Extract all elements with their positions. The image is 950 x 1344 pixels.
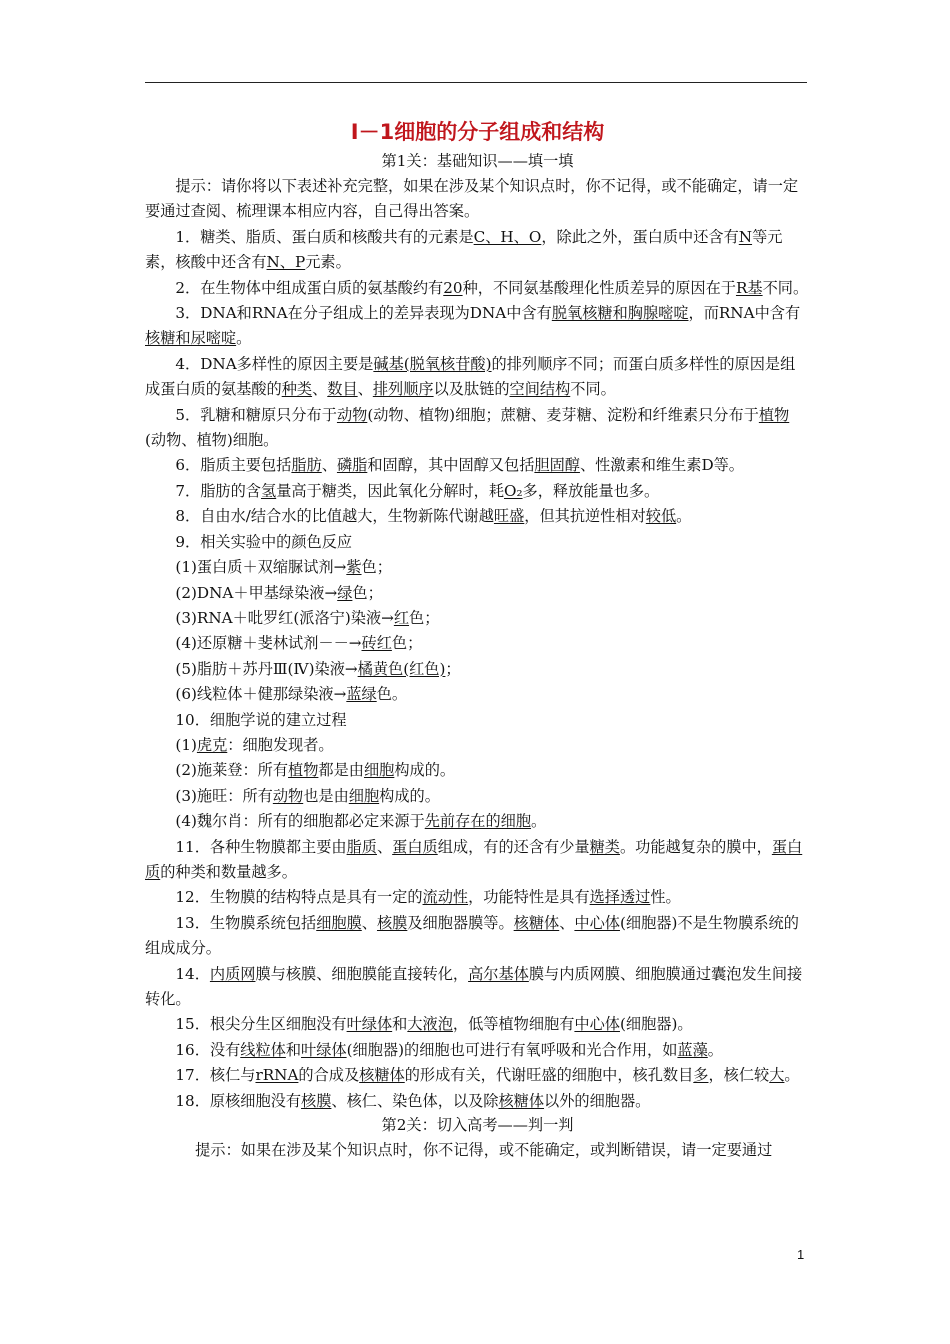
sub-item bbox=[145, 758, 810, 783]
question-list bbox=[145, 225, 810, 1114]
question-text: (4)还原糖＋斐林试剂－－→ bbox=[175, 634, 362, 653]
question-text: (3)RNA＋吡罗红(派洛宁)染液→ bbox=[175, 608, 394, 627]
page-title: Ⅰ－1细胞的分子组成和结构 bbox=[350, 120, 605, 144]
answer-blank: 多 bbox=[693, 1066, 709, 1085]
answer-blank: 脂质 bbox=[346, 837, 377, 856]
question-text: 7．脂肪的含 bbox=[175, 481, 261, 500]
header-rule bbox=[145, 82, 807, 83]
question-item bbox=[145, 504, 810, 529]
question-text: 的种类和数量越多。 bbox=[160, 862, 297, 881]
question-text: 和固醇，其中固醇又包括 bbox=[367, 456, 535, 475]
answer-blank: 核糖体 bbox=[359, 1066, 405, 1085]
question-text: ，但其抗逆性相对 bbox=[524, 507, 646, 526]
question-text: 、 bbox=[357, 380, 373, 399]
question-text: (2)DNA＋甲基绿染液→ bbox=[175, 583, 338, 602]
answer-blank: N、P bbox=[266, 253, 306, 272]
answer-blank: 线粒体 bbox=[240, 1040, 286, 1059]
answer-blank: 蛋白质 bbox=[145, 837, 803, 881]
sub-item bbox=[145, 606, 810, 631]
section-heading-2: 第2关：切入高考——判一判 bbox=[381, 1116, 574, 1135]
question-text: 11．各种生物膜都主要由 bbox=[175, 837, 347, 856]
question-text: 。 bbox=[784, 1066, 800, 1085]
answer-blank: 核膜 bbox=[301, 1091, 332, 1110]
question-text: 15．根尖分生区细胞没有 bbox=[175, 1015, 347, 1034]
answer-blank: O₂ bbox=[504, 481, 523, 500]
question-text: 色； bbox=[361, 558, 392, 577]
answer-blank: 蓝藻 bbox=[677, 1040, 708, 1059]
answer-blank: 绿 bbox=[337, 583, 353, 602]
question-text: 组成，有的还含有少量 bbox=[437, 837, 590, 856]
question-text: 多，释放能量也多。 bbox=[522, 481, 660, 500]
page-number: 1 bbox=[797, 1247, 805, 1262]
question-item bbox=[145, 1012, 810, 1037]
hint-paragraph-2: 提示：如果在涉及某个知识点时，你不记得，或不能确定，或判断错误，请一定要通过 bbox=[195, 1141, 773, 1160]
sub-item bbox=[145, 581, 810, 606]
question-text: 也是由 bbox=[303, 786, 349, 805]
question-text: (1) bbox=[175, 735, 197, 754]
answer-blank: 细胞 bbox=[363, 761, 395, 780]
answer-blank: 内质网 bbox=[209, 964, 256, 983]
answer-blank: rRNA bbox=[255, 1066, 299, 1085]
question-item bbox=[145, 301, 810, 352]
answer-blank: 动物 bbox=[272, 786, 304, 805]
sub-item bbox=[145, 784, 810, 809]
answer-blank: 中心体 bbox=[574, 1015, 620, 1034]
question-text: 性。 bbox=[650, 888, 681, 907]
question-text: (4)魏尔肖：所有的细胞都必定来源于 bbox=[175, 812, 425, 831]
answer-blank: 中心体 bbox=[574, 913, 620, 932]
question-item bbox=[145, 453, 810, 478]
question-text: 2．在生物体中组成蛋白质的氨基酸约有 bbox=[175, 278, 444, 297]
answer-blank: 大 bbox=[769, 1066, 785, 1085]
answer-blank: 叶绿体 bbox=[346, 1015, 393, 1034]
question-text: 膜与内质网膜、细胞膜通过囊泡发生间接转化。 bbox=[145, 964, 803, 1008]
answer-blank: 核膜 bbox=[376, 913, 408, 932]
question-text: (6)线粒体＋健那绿染液→ bbox=[175, 685, 347, 704]
section-heading-1: 第1关：基础知识——填一填 bbox=[381, 152, 574, 170]
question-text: 9．相关实验中的颜色反应 bbox=[175, 532, 353, 551]
question-text: 10．细胞学说的建立过程 bbox=[175, 710, 347, 729]
question-text: 构成的。 bbox=[379, 786, 440, 805]
question-text: 色； bbox=[391, 634, 423, 653]
answer-blank: 脱氧核糖和胸腺嘧啶 bbox=[551, 304, 689, 323]
question-text: 膜与核膜、细胞膜能直接转化， bbox=[255, 964, 469, 983]
question-text: 18．原核细胞没有 bbox=[175, 1091, 302, 1110]
question-text: (动物、植物)细胞；蔗糖、麦芽糖、淀粉和纤维素只分布于 bbox=[367, 405, 759, 424]
question-text: 1．糖类、脂质、蛋白质和核酸共有的元素是 bbox=[175, 227, 474, 246]
question-text: 不同。 bbox=[762, 278, 809, 297]
question-text: 、性激素和维生素D等。 bbox=[579, 456, 744, 475]
answer-blank: 细胞膜 bbox=[316, 913, 362, 932]
question-text: ：细胞发现者。 bbox=[227, 735, 334, 754]
question-text: 14． bbox=[175, 964, 210, 983]
answer-blank: 砖红 bbox=[361, 634, 392, 653]
question-item bbox=[145, 1038, 810, 1063]
question-text: 和 bbox=[285, 1040, 302, 1059]
question-text: 8．自由水/结合水的比值越大，生物新陈代谢越 bbox=[175, 507, 494, 526]
question-text: 元素。 bbox=[305, 253, 351, 272]
answer-blank: 氢 bbox=[261, 481, 277, 500]
question-text: (3)施旺：所有 bbox=[175, 786, 273, 805]
question-text: (细胞器)。 bbox=[619, 1015, 693, 1034]
answer-blank: 糖类 bbox=[589, 837, 620, 856]
question-text: 6．脂质主要包括 bbox=[175, 456, 292, 475]
question-text: ，核仁较 bbox=[708, 1066, 770, 1085]
answer-blank: 核糖和尿嘧啶 bbox=[145, 329, 237, 348]
question-text: 、 bbox=[312, 380, 328, 399]
question-text: (细胞器)不是生物膜系统的组成成分。 bbox=[145, 913, 799, 958]
question-text: 17．核仁与 bbox=[175, 1066, 256, 1085]
question-item bbox=[145, 708, 810, 733]
question-text: 、 bbox=[361, 913, 377, 932]
sub-item bbox=[145, 809, 810, 834]
question-item bbox=[145, 352, 810, 403]
answer-blank: C、H、O bbox=[473, 227, 542, 246]
question-item bbox=[145, 530, 810, 555]
question-text: 13．生物膜系统包括 bbox=[175, 913, 317, 932]
question-item bbox=[145, 225, 810, 276]
answer-blank: 空间结构 bbox=[509, 380, 571, 399]
answer-blank: 叶绿体 bbox=[301, 1040, 347, 1059]
sub-item bbox=[145, 555, 810, 580]
question-text: (1)蛋白质＋双缩脲试剂→ bbox=[175, 558, 347, 577]
answer-blank: 蛋白质 bbox=[392, 837, 438, 856]
question-text: 色。 bbox=[376, 685, 408, 704]
question-text: 都是由 bbox=[318, 761, 364, 780]
answer-blank: 大液泡 bbox=[407, 1015, 453, 1034]
sub-item bbox=[145, 733, 810, 758]
question-text: 、 bbox=[376, 837, 393, 856]
answer-blank: 橘黄色(红色) bbox=[357, 659, 446, 678]
question-item bbox=[145, 276, 810, 301]
question-text: 4．DNA多样性的原因主要是 bbox=[175, 354, 374, 373]
answer-blank: 较低 bbox=[645, 507, 677, 526]
question-text: 及细胞器膜等。 bbox=[407, 913, 514, 932]
question-text: 量高于糖类，因此氧化分解时，耗 bbox=[276, 481, 504, 500]
question-text: 和 bbox=[392, 1015, 408, 1034]
answer-blank: 脂肪 bbox=[291, 456, 322, 475]
question-text: 以及肽链的 bbox=[433, 380, 510, 399]
question-text: 。 bbox=[236, 329, 252, 348]
question-text: (2)施莱登：所有 bbox=[175, 761, 289, 780]
question-text: 。 bbox=[531, 812, 547, 831]
question-text: 种，不同氨基酸理化性质差异的原因在于 bbox=[462, 278, 736, 297]
answer-blank: 20 bbox=[443, 278, 463, 297]
answer-blank: 蓝绿 bbox=[346, 685, 377, 704]
question-text: ； bbox=[445, 659, 461, 678]
answer-blank: 流动性 bbox=[422, 888, 469, 907]
answer-blank: 植物 bbox=[288, 761, 319, 780]
answer-blank: 选择透过 bbox=[589, 888, 651, 907]
question-text: 。 bbox=[707, 1040, 723, 1059]
answer-blank: 胆固醇 bbox=[534, 456, 580, 475]
sub-item bbox=[145, 631, 810, 656]
question-text: (5)脂肪＋苏丹Ⅲ(Ⅳ)染液→ bbox=[175, 659, 358, 678]
question-text: 不同。 bbox=[570, 380, 616, 399]
question-text: 。 bbox=[676, 507, 692, 526]
question-text: ，而RNA中含有 bbox=[688, 304, 801, 323]
answer-blank: 先前存在的细胞 bbox=[424, 812, 532, 831]
answer-blank: 数目 bbox=[327, 380, 358, 399]
document-body bbox=[145, 118, 810, 1163]
answer-blank: 红 bbox=[393, 608, 410, 627]
answer-blank: 种类 bbox=[281, 380, 313, 399]
answer-blank: 磷脂 bbox=[336, 456, 368, 475]
hint-paragraph-1: 提示：请你将以下表述补充完整，如果在涉及某个知识点时，你不记得，或不能确定，请一定要通过查阅、梳理课本相应内容，自己得出答案。 bbox=[145, 177, 799, 221]
answer-blank: 旺盛 bbox=[493, 507, 525, 526]
question-item bbox=[145, 911, 810, 962]
answer-blank: 碱基(脱氧核苷酸) bbox=[373, 354, 492, 373]
question-text: 的形成有关，代谢旺盛的细胞中，核孔数目 bbox=[404, 1066, 694, 1085]
question-text: 16．没有 bbox=[175, 1040, 241, 1059]
question-text: 、核仁、染色体，以及除 bbox=[331, 1091, 499, 1110]
answer-blank: N bbox=[738, 227, 753, 246]
question-text: (动物、植物)细胞。 bbox=[145, 431, 279, 450]
question-text: 以外的细胞器。 bbox=[544, 1091, 651, 1110]
question-text: 、 bbox=[559, 913, 575, 932]
answer-blank: 植物 bbox=[758, 405, 790, 424]
question-text: ，低等植物细胞有 bbox=[452, 1015, 575, 1034]
answer-blank: 核糖体 bbox=[513, 913, 560, 932]
question-text: 3．DNA和RNA在分子组成上的差异表现为DNA中含有 bbox=[175, 304, 552, 323]
question-text: (细胞器)的细胞也可进行有氧呼吸和光合作用，如 bbox=[346, 1040, 678, 1059]
question-item bbox=[145, 1089, 810, 1114]
answer-blank: 细胞 bbox=[348, 786, 380, 805]
answer-blank: R基 bbox=[735, 278, 763, 297]
sub-item bbox=[145, 682, 810, 707]
question-text: 。功能越复杂的膜中， bbox=[619, 837, 772, 856]
question-item bbox=[145, 885, 810, 910]
question-item bbox=[145, 962, 810, 1013]
question-item bbox=[145, 1063, 810, 1088]
question-text: 色； bbox=[352, 583, 383, 602]
answer-blank: 动物 bbox=[336, 405, 368, 424]
question-text: 等元素，核酸中还含有 bbox=[145, 227, 783, 272]
question-text: ，功能特性是具有 bbox=[468, 888, 590, 907]
answer-blank: 高尔基体 bbox=[468, 964, 529, 983]
answer-blank: 排列顺序 bbox=[372, 380, 434, 399]
question-text: 色； bbox=[409, 608, 440, 627]
question-text: ，除此之外，蛋白质中还含有 bbox=[541, 227, 739, 246]
answer-blank: 虎克 bbox=[196, 735, 228, 754]
question-item bbox=[145, 479, 810, 504]
question-item bbox=[145, 403, 810, 454]
question-item bbox=[145, 835, 810, 886]
question-text: 构成的。 bbox=[394, 761, 456, 780]
answer-blank: 核糖体 bbox=[498, 1091, 545, 1110]
answer-blank: 紫 bbox=[346, 558, 362, 577]
question-text: 、 bbox=[321, 456, 337, 475]
question-text: 12．生物膜的结构特点是具有一定的 bbox=[175, 888, 423, 907]
question-text: 5．乳糖和糖原只分布于 bbox=[175, 405, 337, 424]
sub-item bbox=[145, 657, 810, 682]
question-text: 的合成及 bbox=[298, 1066, 360, 1085]
question-text: 的排列顺序不同；而蛋白质多样性的原因是组成蛋白质的氨基酸的 bbox=[145, 354, 796, 399]
